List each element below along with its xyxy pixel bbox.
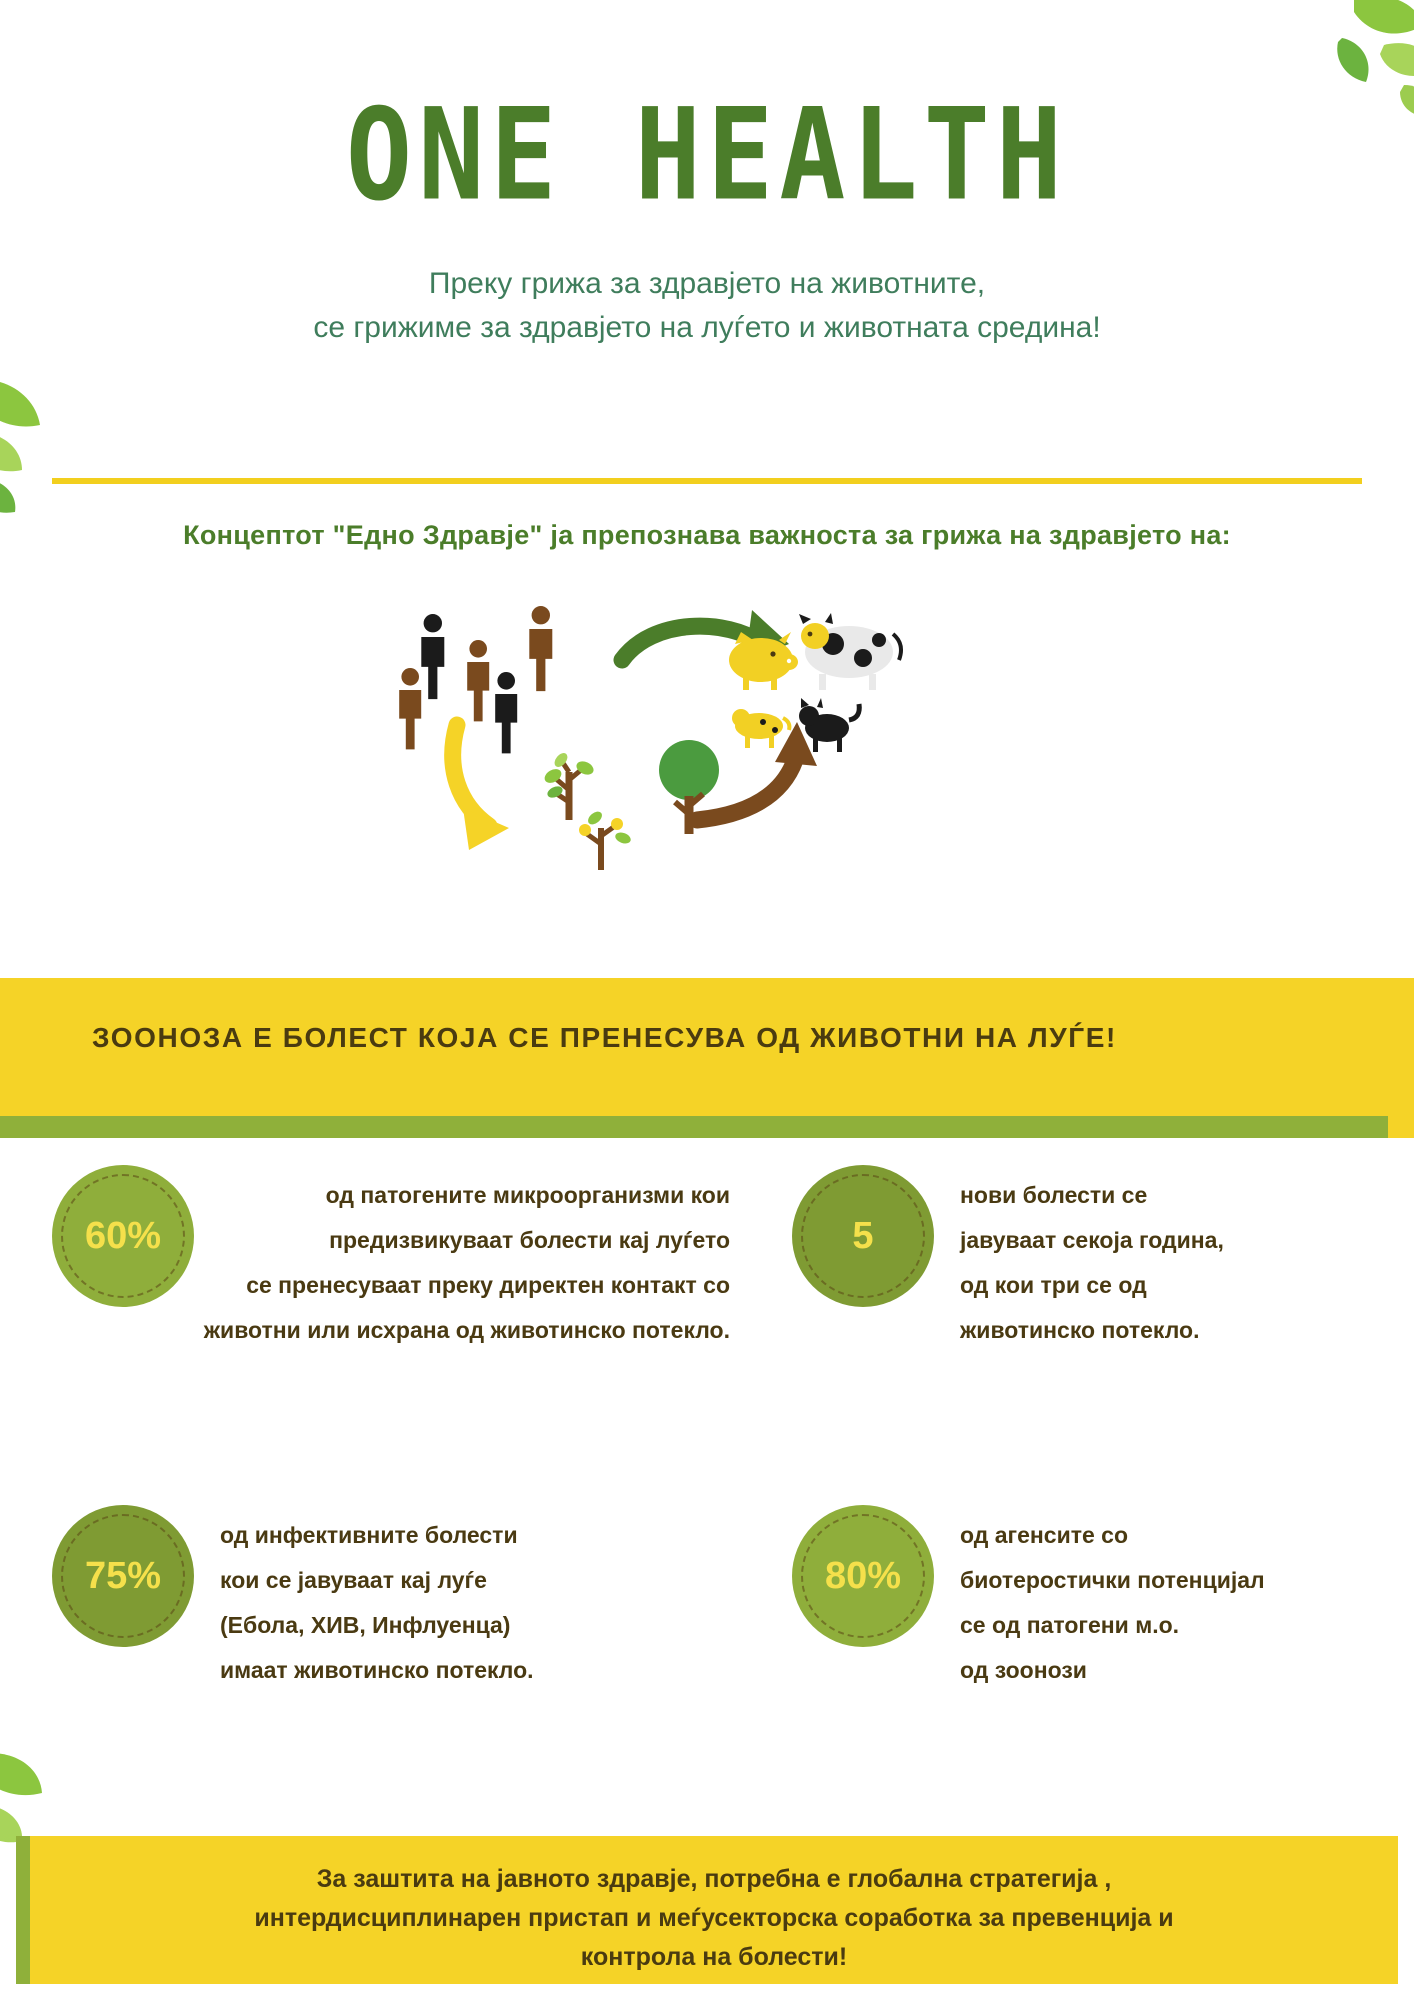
page-title: ONE HEALTH <box>345 81 1069 229</box>
cycle-svg <box>397 600 1017 930</box>
zoonosis-banner <box>0 978 1414 1138</box>
stat-text-60 <box>40 1173 730 1352</box>
stat-line: животинско потекло. <box>960 1316 1200 1343</box>
page-subtitle <box>0 262 1414 349</box>
concept-statement: Концептот "Едно Здравје" ја препознава важноста за грижа на здравјето на: <box>183 520 1231 550</box>
stat-value-5: 5 <box>852 1214 874 1257</box>
stat-text-5 <box>780 1173 1414 1352</box>
zoonosis-banner-text: ЗООНОЗА Е БОЛЕСТ КОЈА СЕ ПРЕНЕСУВА ОД ЖИВОТНИ НА ЛУЃЕ! <box>92 1022 1117 1053</box>
stat-line: од кои три се од <box>960 1271 1147 1298</box>
stat-line: нови болести се <box>960 1182 1148 1208</box>
stat-line: се од патогени м.о. <box>960 1611 1180 1638</box>
stat-value-75: 75% <box>84 1554 162 1597</box>
footer-line-1: За заштита на јавното здравје, потребна е глобална стратегија , <box>316 1865 1112 1893</box>
stat-line: јавуваат секоја година, <box>960 1226 1224 1253</box>
people-icons <box>399 606 552 753</box>
zoonosis-banner-stripe <box>0 1116 1388 1138</box>
flower-branch-icon <box>579 809 632 870</box>
footer-line-2: интердисциплинарен пристап и меѓусекторска соработка за превенција и <box>254 1903 1174 1932</box>
stat-line: имаат животинско потекло. <box>220 1656 534 1683</box>
stat-text-80 <box>780 1513 1414 1692</box>
subtitle-line-1: Преку грижа за здравјето на животните, <box>428 267 986 300</box>
stat-line: предизвикуваат болести кај луѓето <box>329 1226 730 1253</box>
stat-line: животни или исхрана од животинско потекло. <box>203 1316 730 1343</box>
arrow-environment-to-people <box>453 725 509 850</box>
stat-value-80: 80% <box>824 1554 902 1597</box>
goat-icon <box>732 709 789 748</box>
footer-text <box>30 1836 1398 1976</box>
title-wrap <box>0 0 1414 229</box>
stat-line: кои се јавуваат кај луѓе <box>220 1566 487 1593</box>
page-header <box>0 0 1414 470</box>
pig-icon <box>729 632 798 690</box>
footer-line-3: контрола на болести! <box>580 1942 848 1971</box>
one-health-cycle-diagram <box>0 600 1414 960</box>
stat-line: од агенсите со <box>960 1522 1129 1548</box>
stat-line: се пренесуваат преку директен контакт со <box>246 1271 730 1298</box>
stat-line: (Ебола, ХИВ, Инфлуенца) <box>220 1611 511 1638</box>
stat-line: од зоонози <box>960 1656 1087 1683</box>
stat-line: од инфективните болести <box>220 1522 518 1548</box>
stat-text-75 <box>40 1513 730 1692</box>
footer-call-to-action <box>16 1836 1398 1984</box>
environment-icons <box>542 740 719 870</box>
subtitle-line-2: се грижиме за здравјето на луѓето и животната средина! <box>313 310 1101 344</box>
stat-line: биотеростички потенцијал <box>960 1566 1265 1593</box>
stat-value-60: 60% <box>84 1214 162 1257</box>
cat-icon <box>799 698 859 752</box>
divider-yellow <box>52 478 1362 484</box>
statistics-section <box>0 1165 1414 1805</box>
sapling-icon <box>542 751 595 820</box>
stat-line: од патогените микроорганизми кои <box>325 1182 730 1208</box>
cow-icon <box>799 613 901 690</box>
